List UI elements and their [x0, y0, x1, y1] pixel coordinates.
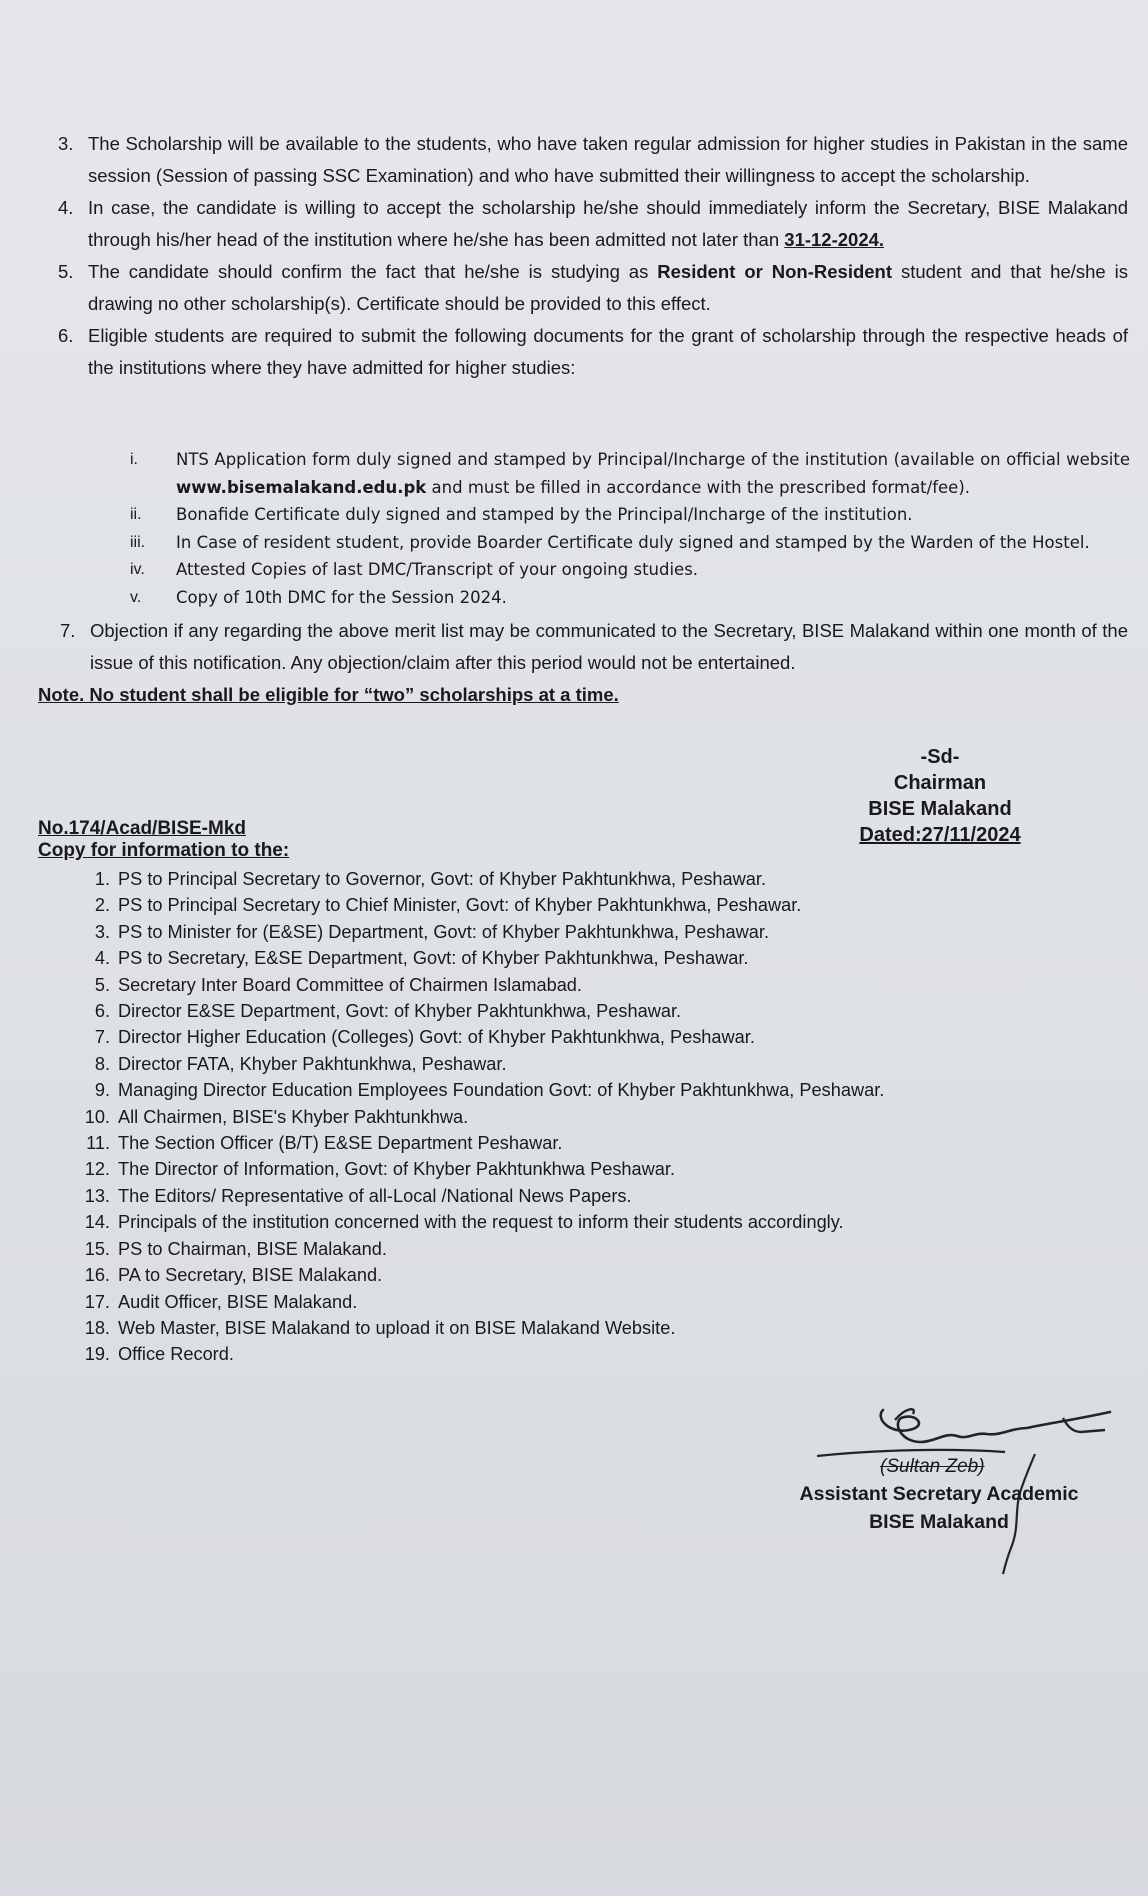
- clause-text-pre: The candidate should confirm the fact that he/she is studying as: [88, 261, 658, 282]
- copy-recipient-number: 16.: [84, 1265, 110, 1286]
- copy-recipient-text: PS to Principal Secretary to Chief Minister, Govt: of Khyber Pakhtunkhwa, Peshawar.: [118, 895, 802, 916]
- clause-number: 5.: [58, 261, 74, 282]
- clause-text-main: In case, the candidate is willing to accept the scholarship he/she should immediately inform the Secretary, BISE Malakand through his/her head of the institution where he/she has been admitted not later than: [88, 197, 1128, 250]
- clause-text-post: student and that he/she is drawing no other scholarship(s). Certificate should be provided to this effect.: [88, 261, 1128, 314]
- clause-number: 6.: [58, 325, 74, 346]
- signatory-designation: Assistant Secretary Academic: [799, 1483, 1079, 1505]
- copy-heading: Copy for information to the:: [38, 840, 290, 861]
- copy-recipient-text: The Director of Information, Govt: of Khyber Pakhtunkhwa Peshawar.: [118, 1159, 676, 1180]
- document-item: [110, 501, 1130, 529]
- copy-recipient-text: Director FATA, Khyber Pakhtunkhwa, Peshawar.: [118, 1053, 507, 1074]
- copy-recipient-item: [74, 1051, 974, 1077]
- clauses-list: [58, 128, 1128, 384]
- copy-recipient-item: [74, 1130, 974, 1156]
- deadline-date: 31-12-2024.: [784, 229, 885, 250]
- resident-status-emphasis: Resident or Non-Resident: [657, 261, 893, 282]
- copy-recipient-text: Director E&SE Department, Govt: of Khyber Pakhtunkhwa, Peshawar.: [118, 1001, 682, 1022]
- copy-recipient-item: [74, 1315, 974, 1341]
- signed-mark: -Sd-: [920, 746, 960, 768]
- website-link[interactable]: www.bisemalakand.edu.pk: [176, 477, 427, 497]
- copy-recipient-number: 15.: [84, 1238, 110, 1259]
- document-text-pre: NTS Application form duly signed and stamped by Principal/Incharge of the institution (available on official website: [176, 450, 1130, 469]
- copy-recipient-text: Principals of the institution concerned with the request to inform their students accordingly.: [118, 1212, 844, 1233]
- copy-recipient-number: 5.: [94, 974, 110, 995]
- copy-recipient-text: PS to Chairman, BISE Malakand.: [118, 1238, 387, 1259]
- document-text: Attested Copies of last DMC/Transcript of your ongoing studies.: [176, 560, 699, 579]
- copy-recipient-item: [74, 972, 974, 998]
- document-text: Bonafide Certificate duly signed and stamped by the Principal/Incharge of the institution.: [176, 505, 913, 524]
- copy-recipient-text: Audit Officer, BISE Malakand.: [118, 1291, 358, 1312]
- copy-recipient-number: 8.: [94, 1053, 110, 1074]
- copy-recipient-number: 4.: [94, 948, 110, 969]
- copy-recipient-number: 1.: [94, 869, 110, 889]
- document-number: i.: [130, 451, 138, 468]
- copy-recipient-text: PS to Minister for (E&SE) Department, Govt: of Khyber Pakhtunkhwa, Peshawar.: [118, 921, 769, 942]
- copy-recipient-text: All Chairmen, BISE's Khyber Pakhtunkhwa.: [118, 1106, 469, 1127]
- copy-recipient-text: Office Record.: [118, 1344, 234, 1365]
- clause-6: [58, 320, 1128, 384]
- copy-recipient-item: [74, 1183, 974, 1209]
- copy-recipient-text: The Editors/ Representative of all-Local /National News Papers.: [118, 1185, 632, 1206]
- copy-recipient-text: PS to Principal Secretary to Governor, Govt: of Khyber Pakhtunkhwa, Peshawar.: [118, 869, 766, 889]
- signoff-date: Dated:27/11/2024: [859, 824, 1021, 846]
- document-text: In Case of resident student, provide Boarder Certificate duly signed and stamped by the Warden of the Hostel.: [176, 532, 1090, 552]
- document-number: v.: [130, 588, 142, 606]
- copy-recipient-item: [74, 919, 974, 945]
- copy-recipient-text: PA to Secretary, BISE Malakand.: [118, 1265, 383, 1286]
- clause-5: [58, 256, 1128, 320]
- copy-recipient-number: 10.: [84, 1106, 110, 1127]
- copy-recipient-number: 6.: [94, 1001, 110, 1022]
- signatory-org: BISE Malakand: [869, 1511, 1009, 1533]
- copy-recipient-text: PS to Secretary, E&SE Department, Govt: of Khyber Pakhtunkhwa, Peshawar.: [118, 948, 749, 969]
- copy-recipient-number: 9.: [94, 1080, 110, 1101]
- copy-recipient-text: Secretary Inter Board Committee of Chairmen Islamabad.: [118, 974, 582, 995]
- document-item: [110, 556, 1130, 584]
- copy-recipient-number: 17.: [84, 1291, 110, 1312]
- copy-recipient-number: 13.: [84, 1185, 110, 1206]
- copy-recipient-item: [74, 1262, 974, 1288]
- copy-recipient-item: [74, 1341, 974, 1367]
- copy-recipient-list: [74, 866, 974, 1368]
- signoff-org: BISE Malakand: [868, 798, 1012, 820]
- reference-number: No.174/Acad/BISE-Mkd: [38, 818, 246, 839]
- signoff-title: Chairman: [893, 772, 987, 794]
- document-number: iv.: [130, 561, 145, 578]
- copy-recipient-item: [74, 866, 974, 892]
- copy-recipient-text: Managing Director Education Employees Foundation Govt: of Khyber Pakhtunkhwa, Peshawar.: [118, 1080, 885, 1101]
- chairman-signoff: [820, 744, 1060, 848]
- document-number: ii.: [130, 506, 142, 523]
- signatory-name: (Sultan Zeb): [880, 1456, 985, 1477]
- copy-recipient-number: 3.: [94, 921, 110, 942]
- document-text-post: and must be filled in accordance with the prescribed format/fee).: [426, 477, 970, 497]
- document-item: [110, 529, 1130, 557]
- copy-recipient-item: [74, 1104, 974, 1130]
- note-line: Note. No student shall be eligible for “two” scholarships at a time.: [38, 684, 619, 705]
- clause-number: 7.: [60, 620, 76, 641]
- copy-recipient-item: [74, 945, 974, 971]
- clause-text: The Scholarship will be available to the students, who have taken regular admission for higher studies in Pakistan in the same session (Session of passing SSC Examination) and who have submitted their willingness to accept the scholarship.: [88, 133, 1128, 186]
- copy-recipient-item: [74, 1156, 974, 1182]
- clause-text: [88, 256, 1128, 320]
- documents-list: [110, 446, 1130, 611]
- clause-7: [60, 615, 1128, 679]
- copy-recipient-item: [74, 892, 974, 918]
- copy-recipient-number: 14.: [84, 1212, 110, 1233]
- copy-recipient-number: 18.: [84, 1317, 110, 1338]
- copy-recipient-number: 11.: [86, 1133, 110, 1154]
- document-text: [176, 446, 1130, 501]
- copy-recipient-number: 12.: [84, 1159, 110, 1180]
- clause-number: 4.: [58, 197, 74, 218]
- clause-text: Objection if any regarding the above merit list may be communicated to the Secretary, BISE Malakand within one month of the issue of this notification. Any objection/claim after this period would not be entertained.: [90, 620, 1128, 673]
- signatory-block: [784, 1480, 1094, 1536]
- clause-text: Eligible students are required to submit the following documents for the grant of scholarship through the respective heads of the institutions where they have admitted for higher studies:: [88, 325, 1128, 378]
- document-item: [110, 446, 1130, 501]
- copy-recipient-number: 7.: [94, 1027, 110, 1048]
- copy-recipient-item: [74, 1209, 974, 1235]
- clause-text: [88, 192, 1128, 256]
- copy-recipient-item: [74, 1077, 974, 1103]
- copy-recipient-number: 19.: [84, 1344, 110, 1365]
- document-item: [110, 584, 1130, 612]
- document-text: Copy of 10th DMC for the Session 2024.: [176, 587, 507, 607]
- clause-3: [58, 128, 1128, 192]
- copy-recipient-item: [74, 998, 974, 1024]
- clause-number: 3.: [58, 133, 74, 154]
- copy-recipient-text: Director Higher Education (Colleges) Govt: of Khyber Pakhtunkhwa, Peshawar.: [118, 1027, 755, 1048]
- copy-recipient-number: 2.: [94, 895, 110, 916]
- copy-recipient-text: Web Master, BISE Malakand to upload it on BISE Malakand Website.: [118, 1317, 676, 1338]
- clause-4: [58, 192, 1128, 256]
- copy-recipient-item: [74, 1024, 974, 1050]
- document-number: iii.: [130, 533, 146, 551]
- copy-recipient-item: [74, 1236, 974, 1262]
- copy-recipient-item: [74, 1289, 974, 1315]
- copy-recipient-text: The Section Officer (B/T) E&SE Department Peshawar.: [118, 1133, 563, 1154]
